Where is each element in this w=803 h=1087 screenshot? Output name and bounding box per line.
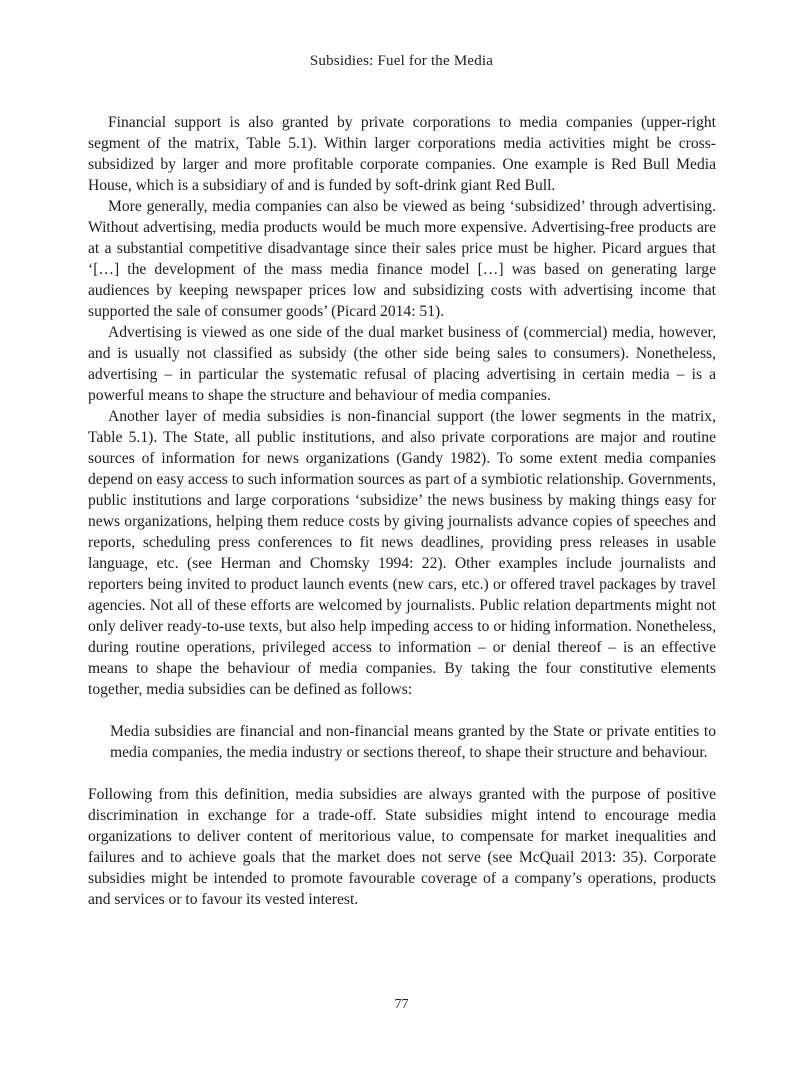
paragraph-dual-market: Advertising is viewed as one side of the dual market business of (commercial) media, however, and is usually not classified as subsidy (the other side being sales to consumers). Nonetheless, advertising – in particular the systematic refusal of placing advertising in certain media – is a powerful means to shape the structure and behaviour of media companies. — [88, 324, 716, 404]
page-number: 77 — [394, 997, 409, 1012]
running-header: Subsidies: Fuel for the Media — [309, 53, 494, 69]
paragraph-financial-support: Financial support is also granted by private corporations to media companies (upper-right segment of the matrix, Table 5.1). Within larger corporations media activities might be cross-subsidized by larger and more profitable corporate companies. One example is Red Bull Media House, which is a subsidiary of and is funded by soft-drink giant Red Bull. — [88, 114, 716, 194]
paragraph-closing-definition: Following from this definition, media subsidies are always granted with the purpose of positive discrimination in exchange for a trade-off. State subsidies might intend to encourage media organizations to deliver content of meritorious value, to compensate for market inequalities and failures and to achieve goals that the market does not serve (see McQuail 2013: 35). Corporate subsidies might be intended to promote favourable coverage of a company’s operations, products and services or to favour its vested interest. — [88, 786, 716, 908]
page-body — [88, 112, 716, 910]
paragraph-advertising-subsidy: More generally, media companies can also be viewed as being ‘subsidized’ through advertising. Without advertising, media products would be much more expensive. Advertising-free products are at a substantial competitive disadvantage since their sales price must be higher. Picard argues that ‘[…] the development of the mass media finance model […] was based on generating large audiences by keeping newspaper prices low and subsidizing costs with advertising income that supported the sale of consumer goods’ (Picard 2014: 51). — [88, 198, 716, 320]
paragraph-non-financial-support: Another layer of media subsidies is non-financial support (the lower segments in the matrix, Table 5.1). The State, all public institutions, and also private corporations are major and routine sources of information for news organizations (Gandy 1982). To some extent media companies depend on easy access to such information sources as part of a symbiotic relationship. Governments, public institutions and large corporations ‘subsidize’ the news business by making things easy for news organizations, helping them reduce costs by giving journalists advance copies of speeches and reports, scheduling press conferences to fit news deadlines, providing press releases in usable language, etc. (see Herman and Chomsky 1994: 22). Other examples include journalists and reporters being invited to product launch events (new cars, etc.) or offered travel packages by travel agencies. Not all of these efforts are welcomed by journalists. Public relation departments might not only deliver ready-to-use texts, but also help impeding access to or hiding information. Nonetheless, during routine operations, privileged access to information – or denial thereof – is an effective means to shape the behaviour of media companies. By taking the four constitutive elements together, media subsidies can be defined as follows: — [88, 408, 716, 698]
definition-blockquote: Media subsidies are financial and non-financial means granted by the State or private entities to media companies, the media industry or sections thereof, to shape their structure and behaviour. — [110, 723, 716, 761]
